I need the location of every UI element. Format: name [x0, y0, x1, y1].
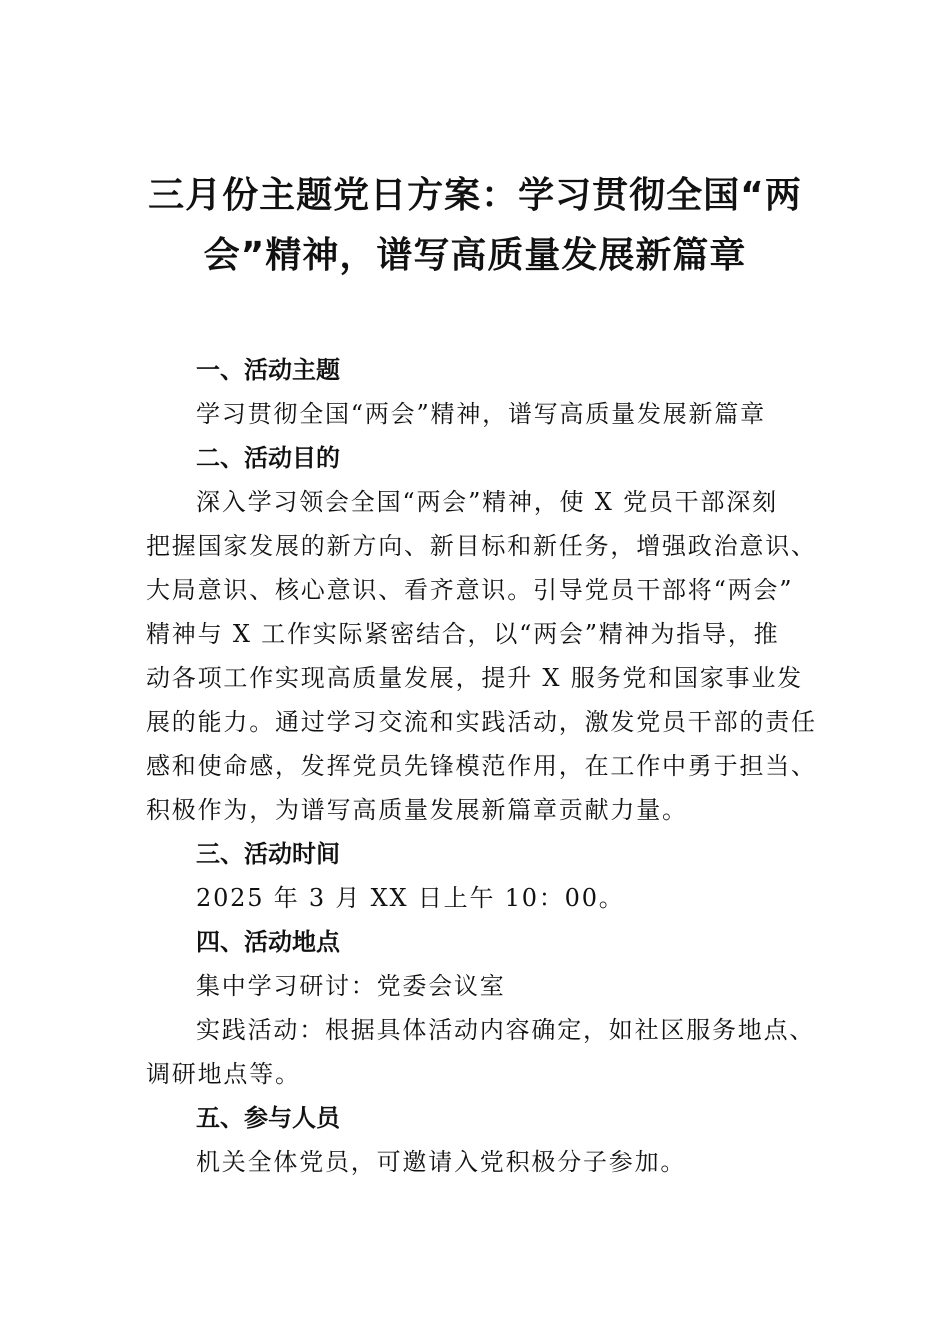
document-body — [146, 348, 817, 1184]
section-heading-purpose: 二、活动目的 — [196, 444, 340, 472]
section-text-participants — [146, 1140, 806, 1184]
section-text-theme — [146, 392, 806, 436]
title-line-1: 三月份主题党日方案：学习贯彻全国“两 — [148, 175, 802, 216]
section-text-time — [146, 876, 806, 920]
paragraph-line: 集中学习研讨：党委会议室 — [196, 972, 506, 1000]
section-heading-time: 三、活动时间 — [196, 840, 340, 868]
section-heading-location: 四、活动地点 — [196, 928, 340, 956]
paragraph-line: 实践活动：根据具体活动内容确定，如社区服务地点、 — [196, 1016, 816, 1044]
paragraph-line: 把握国家发展的新方向、新目标和新任务，增强政治意识、 — [146, 532, 817, 560]
paragraph-line: 机关全体党员，可邀请入党积极分子参加。 — [196, 1148, 687, 1176]
section-text-location-study — [146, 964, 806, 1008]
paragraph-line: 积极作为，为谱写高质量发展新篇章贡献力量。 — [146, 796, 688, 824]
section-heading-theme: 一、活动主题 — [196, 356, 340, 384]
document-title — [140, 166, 810, 286]
paragraph-line: 感和使命感，发挥党员先锋模范作用，在工作中勇于担当、 — [146, 752, 817, 780]
section-text-purpose — [146, 480, 817, 832]
paragraph-line: 学习贯彻全国“两会”精神，谱写高质量发展新篇章 — [196, 400, 766, 428]
title-line-2: 会”精神，谱写高质量发展新篇章 — [203, 235, 747, 276]
paragraph-line: 2025 年 3 月 XX 日上午 10：00。 — [196, 884, 625, 912]
section-text-location-practice — [146, 1008, 816, 1096]
paragraph-line: 大局意识、核心意识、看齐意识。引导党员干部将“两会” — [146, 576, 794, 604]
paragraph-line: 展的能力。通过学习交流和实践活动，激发党员干部的责任 — [146, 708, 817, 736]
paragraph-line: 调研地点等。 — [146, 1060, 301, 1088]
section-heading-participants: 五、参与人员 — [196, 1104, 340, 1132]
paragraph-line: 动各项工作实现高质量发展，提升 X 服务党和国家事业发 — [146, 664, 803, 692]
paragraph-line: 精神与 X 工作实际紧密结合，以“两会”精神为指导，推 — [146, 620, 780, 648]
paragraph-line: 深入学习领会全国“两会”精神，使 X 党员干部深刻 — [196, 488, 778, 516]
